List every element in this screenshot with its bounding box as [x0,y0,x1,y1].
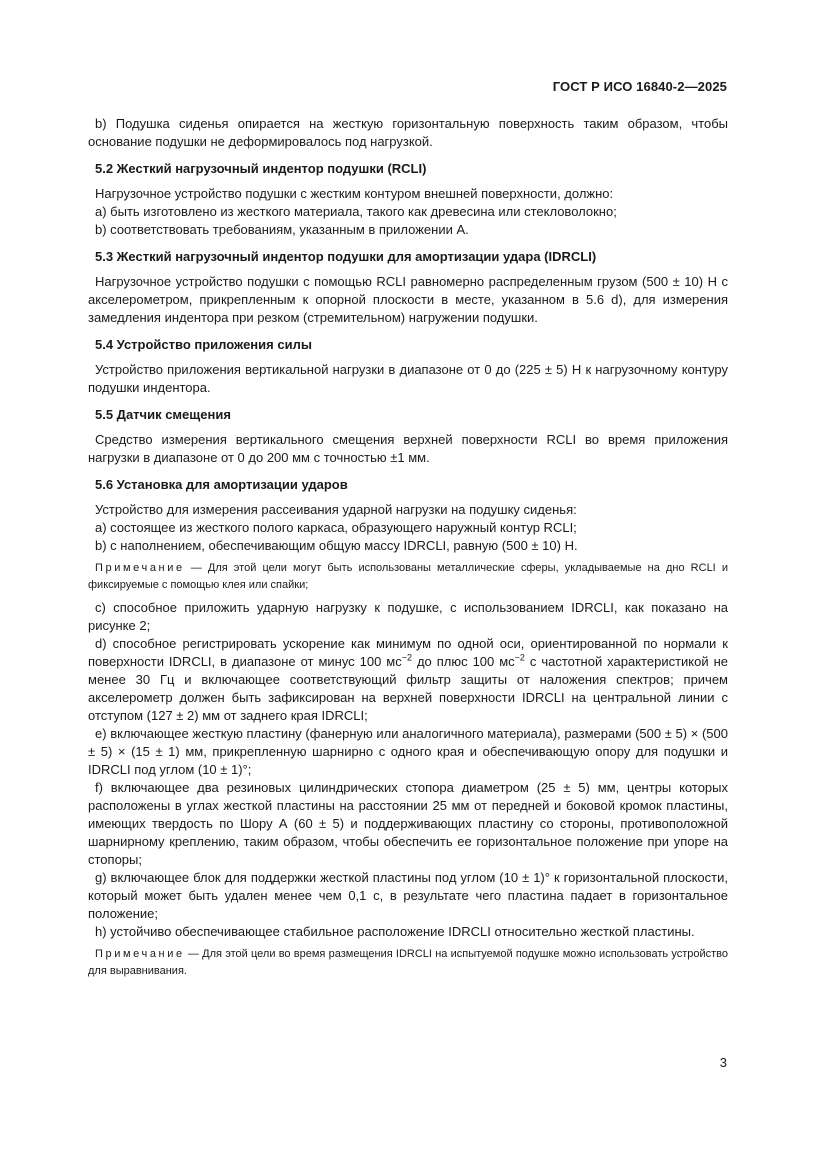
item-d-part-1: d) способное регистрировать ускорение как минимум по одной оси, ориентированной по нормали к поверхности IDRCLI, в диапазоне от минус 100 мс [88,636,728,669]
page-number: 3 [719,1055,727,1070]
item-d-exponent-1: −2 [401,652,412,663]
section-5-6-title: 5.6 Установка для амортизации ударов [95,477,348,492]
section-5-3-text: Нагрузочное устройство подушки с помощью RCLI равномерно распределенным грузом (500 ± 10) Н с акселерометром, прикрепленным к опорной плоскости в месте, указанном в 5.6 d), для измерения замедления индентора при резком (стремительном) нагружении подушки. [88,274,728,325]
section-5-3-title: 5.3 Жесткий нагрузочный индентор подушки для амортизации удара (IDRCLI) [95,249,597,264]
section-5-6-item-g: g) включающее блок для поддержки жесткой пластины под углом (10 ± 1)° к горизонтальной плоскости, который может быть удален менее чем 0,1 с, в результате чего пластина падает в горизонтальное положение; [88,870,728,921]
paragraph-intro-b: b) Подушка сиденья опирается на жесткую горизонтальную поверхность таким образом, чтобы основание подушки не деформировалось под нагрузкой. [88,116,728,149]
section-5-6-text: Устройство для измерения рассеивания ударной нагрузки на подушку сиденья: [95,502,577,517]
note-2 [88,946,728,980]
document-body [88,115,728,985]
item-d-exponent-2: −2 [514,652,525,663]
section-5-6-item-a: a) состоящее из жесткого полого каркаса, образующего наружный контур RCLI; [95,520,577,535]
section-5-5-text: Средство измерения вертикального смещения верхней поверхности RCLI во время приложения нагрузки в диапазоне от 0 до 200 мм с точностью ±1 мм. [88,432,728,465]
section-5-6-item-c: c) способное приложить ударную нагрузку к подушке, с использованием IDRCLI, как показано на рисунке 2; [88,600,728,633]
section-5-6-item-e: e) включающее жесткую пластину (фанерную или аналогичного материала), размерами (500 ± 5) × (500 ± 5) × (15 ± 1) мм, прикрепленную шарнирно с одного края и обеспечивающую опору для подушки и IDRCLI под углом (10 ± 1)°; [88,726,728,777]
section-5-2-title: 5.2 Жесткий нагрузочный индентор подушки (RCLI) [95,161,427,176]
item-d-part-2: до плюс 100 мс [412,654,515,669]
section-5-6-item-h: h) устойчиво обеспечивающее стабильное расположение IDRCLI относительно жесткой пластины. [95,924,695,939]
note-2-text: — Для этой цели во время размещения IDRCLI на испытуемой подушке можно использовать устройство для выравнивания. [88,948,728,977]
section-5-6-item-f: f) включающее два резиновых цилиндрических стопора диаметром (25 ± 5) мм, центры которых расположены в углах жесткой пластины на расстоянии 25 мм от передней и боковой кромок пластины, имеющих твердость по Шору А (60 ± 5) и поддерживающих пластину со стороны, противоположной шарнирному креплению, таким образом, чтобы обеспечить ее горизонтальное положение при упоре на стопоры; [88,780,728,867]
section-5-2-item-a: a) быть изготовлено из жесткого материала, такого как древесина или стекловолокно; [95,204,617,219]
section-5-6-item-d [88,635,728,725]
note-1-text: — Для этой цели могут быть использованы металлические сферы, укладываемые на дно RCLI и фиксируемые с помощью клея или спайки; [88,562,728,591]
note-1-label: Примечание [95,562,185,574]
note-2-label: Примечание [95,948,185,960]
item-d-part-3: с частотной характеристикой не менее 30 Гц и включающее соответствующий фильтр защиты от наложения спектров; причем акселерометр должен быть зафиксирован на верхней поверхности IDRCLI на центральной линии с отступом (127 ± 2) мм от заднего края IDRCLI; [88,654,728,723]
section-5-4-text: Устройство приложения вертикальной нагрузки в диапазоне от 0 до (225 ± 5) Н к нагрузочному контуру подушки индентора. [88,362,728,395]
section-5-2-text: Нагрузочное устройство подушки с жестким контуром внешней поверхности, должно: [95,186,614,201]
section-5-2-item-b: b) соответствовать требованиям, указанным в приложении А. [95,222,469,237]
section-5-6-item-b: b) с наполнением, обеспечивающим общую массу IDRCLI, равную (500 ± 10) Н. [95,538,578,553]
section-5-5-title: 5.5 Датчик смещения [95,407,231,422]
document-header: ГОСТ Р ИСО 16840-2—2025 [552,79,727,94]
section-5-4-title: 5.4 Устройство приложения силы [95,337,312,352]
note-1 [88,560,728,594]
